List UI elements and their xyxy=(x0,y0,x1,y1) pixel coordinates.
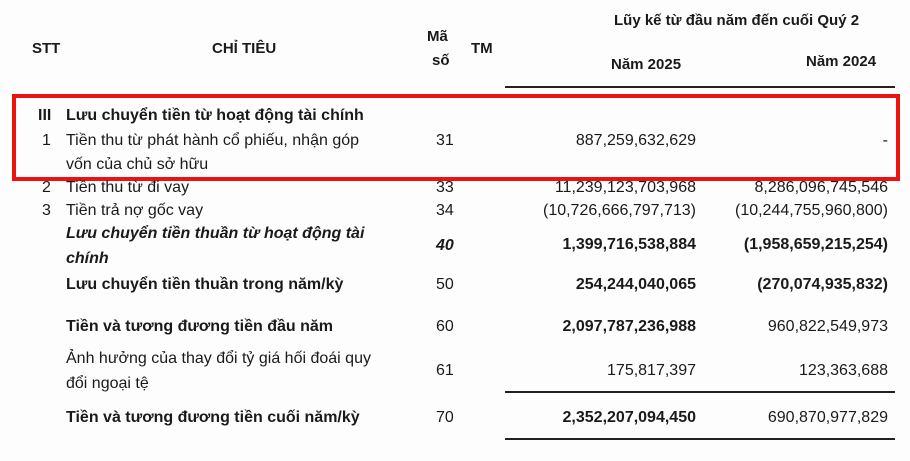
header-period: Lũy kế từ đầu năm đến cuối Quý 2 xyxy=(614,12,860,29)
row-value-2024: (270,074,935,832) xyxy=(757,276,888,293)
row-label-line2: đổi ngoại tệ xyxy=(66,375,149,392)
row-code: 70 xyxy=(436,409,454,426)
row-stt: 3 xyxy=(42,202,51,219)
header-year-2024: Năm 2024 xyxy=(806,53,877,70)
row-value-2024: 960,822,549,973 xyxy=(767,318,888,335)
row-label-line1: Ảnh hưởng của thay đổi tỷ giá hối đoái quy xyxy=(66,350,371,367)
header-ma-so-2: số xyxy=(432,52,450,69)
total-rule xyxy=(505,438,895,440)
header-chi-tieu: CHỈ TIÊU xyxy=(212,40,277,57)
row-code: 60 xyxy=(436,318,454,335)
row-code: 34 xyxy=(436,202,454,219)
row-label: Tiền trả nợ gốc vay xyxy=(66,202,204,219)
row-value-2024: 123,363,688 xyxy=(799,362,888,379)
subtotal-rule xyxy=(505,391,895,393)
row-code: 33 xyxy=(436,179,454,196)
row-label: Lưu chuyển tiền từ hoạt động tài chính xyxy=(66,107,364,124)
row-code: 31 xyxy=(436,132,454,149)
row-label-line2: vốn của chủ sở hữu xyxy=(66,156,209,173)
row-value-2025: 254,244,040,065 xyxy=(575,276,696,293)
row-label-line2: chính xyxy=(66,250,109,267)
row-value-2024: 8,286,096,745,546 xyxy=(754,179,888,196)
row-value-2025: (10,726,666,797,713) xyxy=(542,202,696,219)
row-value-2024: (1,958,659,215,254) xyxy=(743,236,888,253)
header-stt: STT xyxy=(32,40,61,57)
row-value-2025: 11,239,123,703,968 xyxy=(554,179,696,196)
row-stt: 2 xyxy=(42,179,51,196)
row-label-line1: Tiền thu từ phát hành cổ phiếu, nhận góp xyxy=(66,132,360,149)
row-label: Tiền và tương đương tiền đầu năm xyxy=(66,318,333,335)
row-value-2024: (10,244,755,960,800) xyxy=(734,202,888,219)
row-value-2025: 2,097,787,236,988 xyxy=(562,318,696,335)
row-value-2024: 690,870,977,829 xyxy=(767,409,888,426)
row-value-2024: - xyxy=(882,132,888,149)
row-value-2025: 2,352,207,094,450 xyxy=(562,409,696,426)
row-stt: III xyxy=(38,107,52,124)
row-label: Lưu chuyển tiền thuần trong năm/kỳ xyxy=(66,276,344,293)
header-ma-so-1: Mã xyxy=(427,28,448,45)
header-year-2025: Năm 2025 xyxy=(611,56,682,73)
row-value-2025: 887,259,632,629 xyxy=(575,132,696,149)
row-label: Tiền và tương đương tiền cuối năm/kỳ xyxy=(66,409,360,426)
header-tm: TM xyxy=(471,40,493,57)
row-value-2025: 175,817,397 xyxy=(607,362,696,379)
row-code: 40 xyxy=(436,237,454,254)
row-label-line1: Lưu chuyển tiền thuần từ hoạt động tài xyxy=(66,225,365,242)
row-code: 61 xyxy=(436,362,454,379)
row-value-2025: 1,399,716,538,884 xyxy=(562,236,696,253)
row-label: Tiền thu từ đi vay xyxy=(66,179,190,196)
row-code: 50 xyxy=(436,276,454,293)
row-stt: 1 xyxy=(42,132,51,149)
header-rule xyxy=(505,86,895,88)
